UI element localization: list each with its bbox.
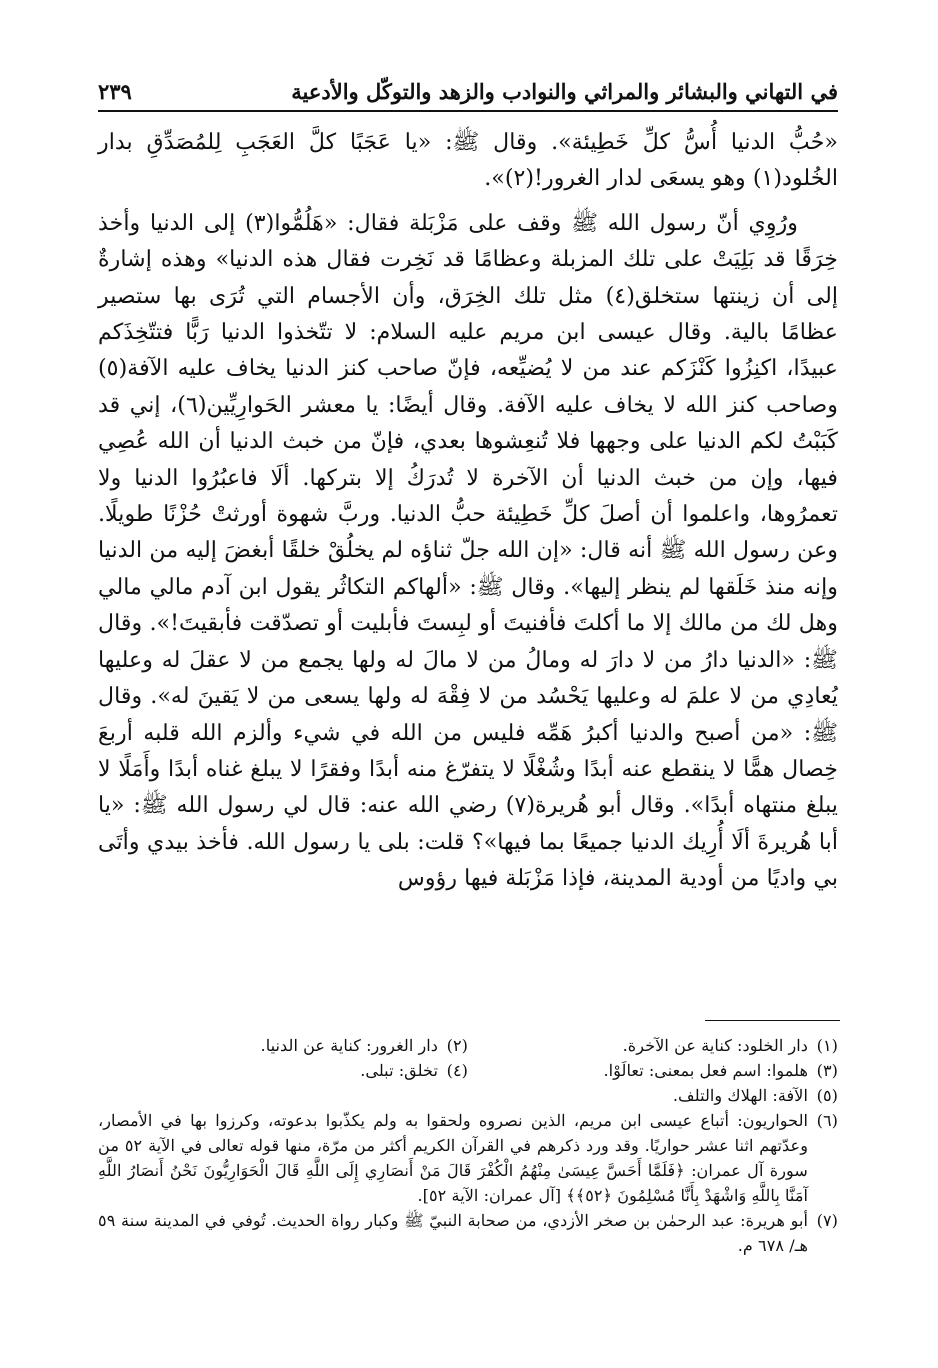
footnote-3: [468, 1058, 838, 1083]
footnotes: [98, 1033, 838, 1258]
footnote-number: (٣): [816, 1061, 838, 1080]
footnote-text: أبو هريرة: عبد الرحمٰن بن صخر الأزدي، من صحابة النبيّ ﷺ وكبار رواة الحديث. تُوفي في المدينة سنة ٥٩ هـ/ ٦٧٨ م.: [98, 1211, 808, 1255]
footnote-text: دار الغرور: كناية عن الدنيا.: [260, 1036, 438, 1055]
footnote-row: [98, 1058, 838, 1083]
footnote-row: [98, 1033, 838, 1058]
footnote-number: (١): [816, 1036, 838, 1055]
footnote-number: (٦): [816, 1111, 838, 1130]
footnote-text: تخلق: تبلى.: [360, 1061, 438, 1080]
header-divider: [98, 110, 838, 112]
page-number: ٢٣٩: [98, 78, 132, 104]
footnote-number: (٤): [446, 1061, 468, 1080]
running-header: [98, 74, 838, 108]
paragraph-1: «حُبُّ الدنيا أُسُّ كلِّ خَطِيئة». وقال ﷺ: «يا عَجَبًا كلَّ العَجَبِ لِلمُصَدِّقِ بدار الخُلود(١) وهو يسعَى لدار الغرور!(٢)».: [98, 129, 838, 192]
footnote-5: [98, 1083, 838, 1108]
footnote-2: [98, 1033, 468, 1058]
footnote-text: الآفة: الهلاك والتلف.: [672, 1086, 808, 1105]
running-title: في التهاني والبشائر والمراثي والنوادب والزهد والتوكّل والأدعية: [291, 78, 838, 104]
footnote-7: [98, 1208, 838, 1258]
footnote-number: (٥): [816, 1086, 838, 1105]
footnote-6: [98, 1108, 838, 1208]
footnote-number: (٧): [816, 1211, 838, 1230]
footnote-text: دار الخلود: كناية عن الآخرة.: [622, 1036, 808, 1055]
footnote-divider: [705, 1020, 840, 1021]
paragraph-2: ورُوِي أنّ رسول الله ﷺ وقف على مَزْبَلة فقال: «هَلُمُّوا(٣) إلى الدنيا وأخذ خِرَقًا قد بَلِيَتْ على تلك المزبلة وعظامًا قد نَخِرت فقال هذه الدنيا» وهذه إشارةٌ إلى أن زينتها ستخلق(٤) مثل تلك الخِرَق، وأن الأجسام التي تُرَى بها ستصير عظامًا بالية. وقال عيسى ابن مريم عليه السلام: لا تتّخذوا الدنيا رَبًّا فتتّخِذَكم عبيدًا، اكنِزُوا كَنْزَكم عند من لا يُضيِّعه، فإنّ صاحب كنز الدنيا يخاف عليه الآفة(٥) وصاحب كنز الله لا يخاف عليه الآفة. وقال أيضًا: يا معشر الحَوارِيِّين(٦)، إني قد كَبَبْتُ لكم الدنيا على وجهها فلا تُنعِشوها بعدي، فإنّ من خبث الدنيا أن الله عُصِي فيها، وإن من خبث الدنيا أن الآخرة لا تُدرَكُ إلا بتركها. ألَا فاعبُرُوا الدنيا ولا تعمرُوها، واعلموا أن أصلَ كلِّ خَطِيئة حبُّ الدنيا. وربَّ شهوة أورثتْ حُزْنًا طويلًا. وعن رسول الله ﷺ أنه قال: «إن الله جلّ ثناؤه لم يخلُقْ خلقًا أبغضَ إليه من الدنيا وإنه منذ خَلَقها لم ينظر إليها». وقال ﷺ: «ألهاكم التكاثُر يقول ابن آدم مالي مالي وهل لك من مالك إلا ما أكلتَ فأفنيتَ أو لبِستَ فأبليت أو تصدّقت فأبقيتَ!». وقال ﷺ: «الدنيا دارُ من لا دارَ له ومالُ من لا مالَ له ولها يجمع من لا عقلَ له وعليها يُعادِي من لا علمَ له وعليها يَحْسُد من لا فِقْهَ له ولها يسعى من لا يَقينَ له». وقال ﷺ: «من أصبح والدنيا أكبرُ هَمِّه فليس من الله في شيء وألزم الله قلبه أربعَ خِصال همًّا لا ينقطع عنه أبدًا وشُغْلًا لا يتفرّغ منه أبدًا وفقرًا لا يبلغ غناه أبدًا وأَمَلًا لا يبلغ منتهاه أبدًا». وقال أبو هُريرة(٧) رضي الله عنه: قال لي رسول الله ﷺ: «يا أبا هُريرةَ ألَا أُرِيك الدنيا جميعًا بما فيها»؟ قلت: بلى يا رسول الله. فأخذ بيدي وأتَى بي واديًا من أودية المدينة، فإذا مَزْبَلة فيها رؤوس: [98, 209, 839, 892]
main-text: [98, 124, 838, 897]
footnote-text: هلموا: اسم فعل بمعنى: تعالَوْا.: [603, 1061, 808, 1080]
footnote-number: (٢): [446, 1036, 468, 1055]
footnote-4: [98, 1058, 468, 1083]
footnote-1: [468, 1033, 838, 1058]
footnote-text: الحواريون: أتباع عيسى ابن مريم، الذين نصروه ولحقوا به ولم يكذّبوا بدعوته، وكرزوا بها في الأمصار، وعدّتهم اثنا عشر حواريًا. وقد ورد ذكرهم في القرآن الكريم أكثر من مرّة، منها قوله تعالى في الآية ٥٢ من سورة آل عمران: ﴿فَلَمَّا أَحَسَّ عِيسَىٰ مِنْهُمُ الْكُفْرَ قَالَ مَنْ أَنصَارِي إِلَى اللَّهِ قَالَ الْحَوَارِيُّونَ نَحْنُ أَنصَارُ اللَّهِ آمَنَّا بِاللَّهِ وَاشْهَدْ بِأَنَّا مُسْلِمُونَ ﴿٥٢﴾﴾ [آل عمران: الآية ٥٢].: [98, 1111, 809, 1205]
